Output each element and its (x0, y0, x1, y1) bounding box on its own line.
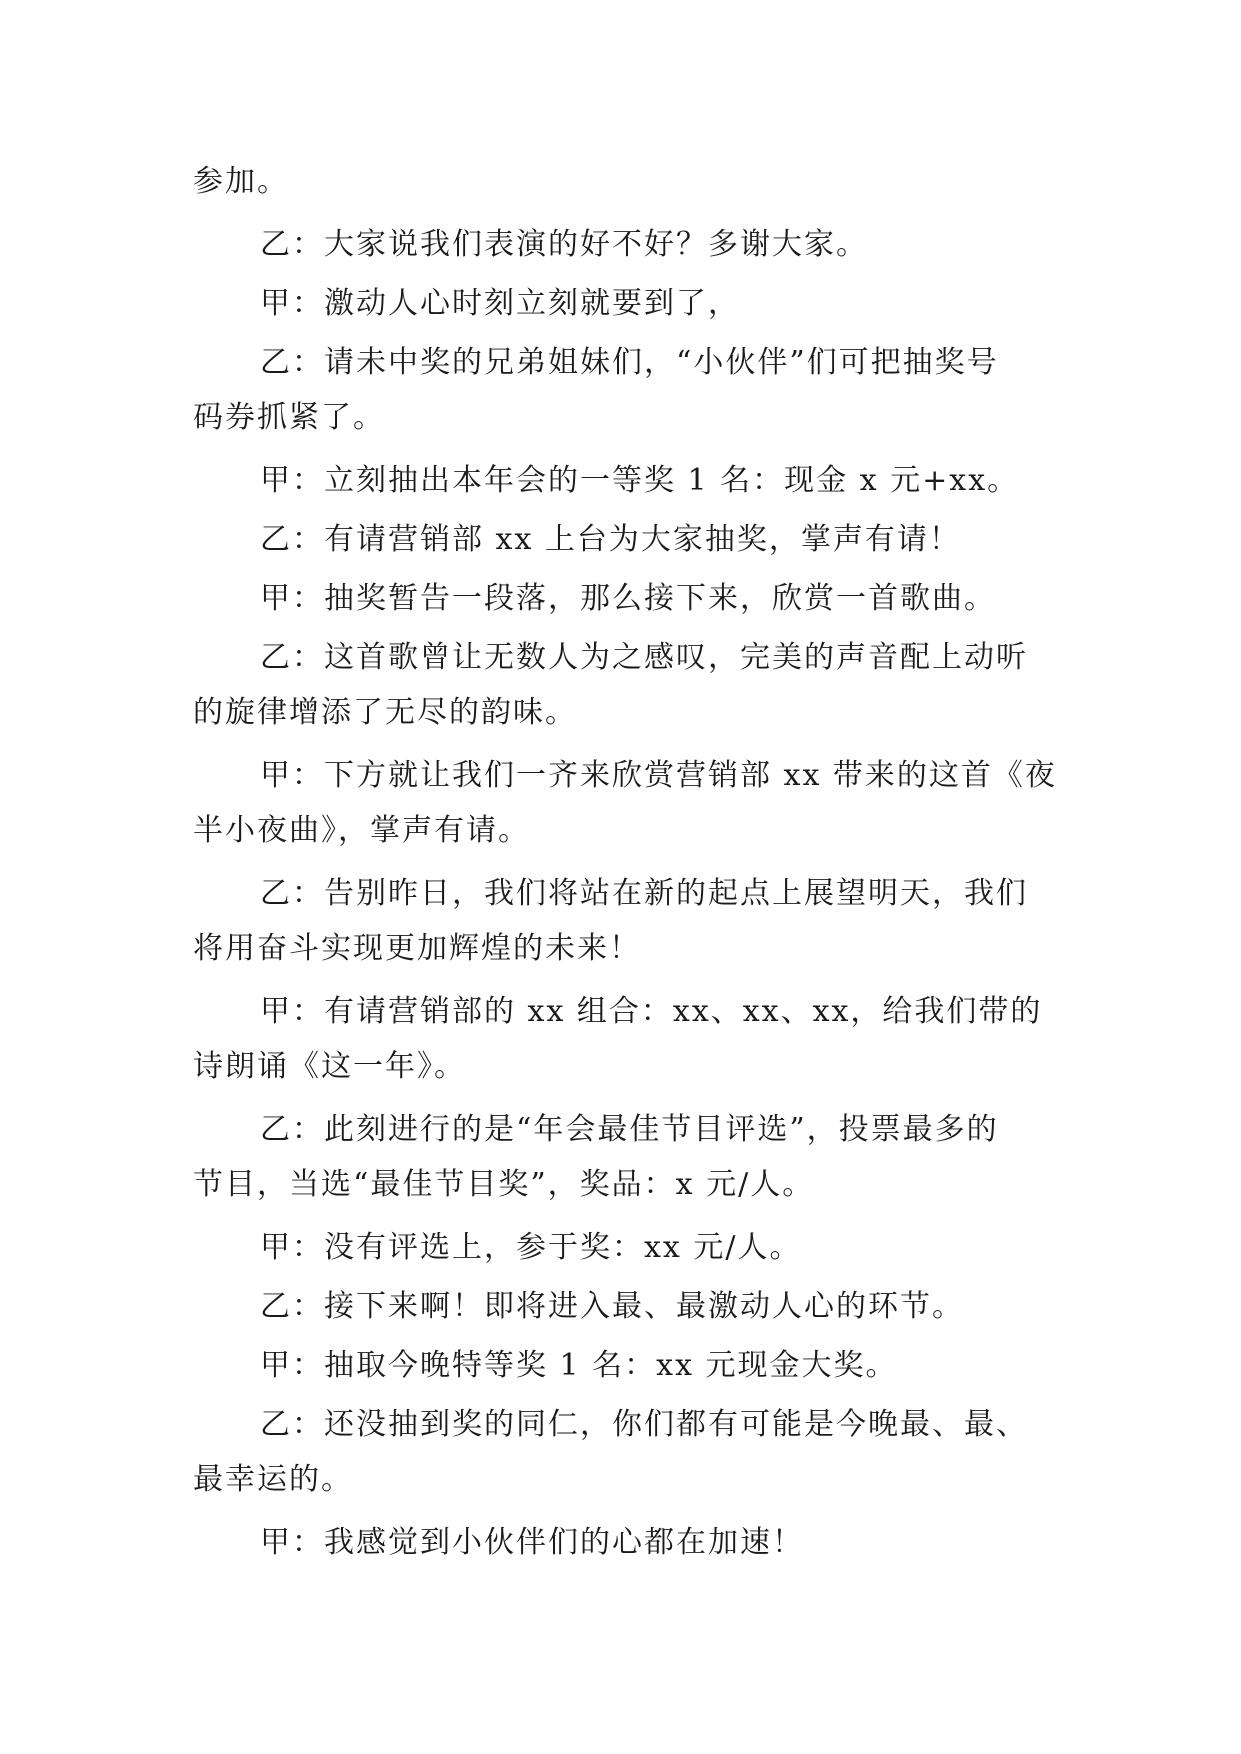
text-line: 诗朗诵《这一年》。 (193, 1049, 466, 1084)
text-line: 甲：立刻抽出本年会的一等奖 1 名：现金 x 元+xx。 (260, 463, 1020, 498)
text-line: 码券抓紧了。 (193, 400, 385, 435)
text-line: 乙：大家说我们表演的好不好？多谢大家。 (260, 227, 868, 262)
text-line: 将用奋斗实现更加辉煌的未来！ (193, 931, 641, 966)
text-line: 参加。 (193, 164, 289, 199)
text-line: 乙：有请营销部 xx 上台为大家抽奖，掌声有请！ (260, 522, 961, 557)
text-line: 甲：激动人心时刻立刻就要到了， (260, 286, 740, 321)
text-line: 甲：抽奖暂告一段落，那么接下来，欣赏一首歌曲。 (260, 581, 996, 616)
text-line: 乙：请未中奖的兄弟姐妹们，“小伙伴”们可把抽奖号 (260, 345, 999, 380)
text-line: 甲：有请营销部的 xx 组合：xx、xx、xx，给我们带的 (260, 994, 1043, 1029)
text-line: 最幸运的。 (193, 1462, 353, 1497)
text-line: 乙：还没抽到奖的同仁，你们都有可能是今晚最、最、 (260, 1407, 1028, 1442)
text-line: 甲：下方就让我们一齐来欣赏营销部 xx 带来的这首《夜 (260, 758, 1057, 793)
text-line: 乙：这首歌曾让无数人为之感叹，完美的声音配上动听 (260, 640, 1028, 675)
text-line: 乙：接下来啊！即将进入最、最激动人心的环节。 (260, 1289, 964, 1324)
text-line: 甲：抽取今晚特等奖 1 名：xx 元现金大奖。 (260, 1348, 898, 1383)
text-line: 乙：此刻进行的是“年会最佳节目评选”，投票最多的 (260, 1112, 999, 1147)
text-line: 甲：没有评选上，参于奖：xx 元/人。 (260, 1230, 802, 1265)
text-line: 甲：我感觉到小伙伴们的心都在加速！ (260, 1525, 804, 1560)
text-line: 半小夜曲》，掌声有请。 (193, 813, 530, 848)
text-line: 节目，当选“最佳节目奖”，奖品：x 元/人。 (193, 1167, 815, 1202)
text-line: 的旋律增添了无尽的韵味。 (193, 695, 577, 730)
text-line: 乙：告别昨日，我们将站在新的起点上展望明天，我们 (260, 876, 1028, 911)
